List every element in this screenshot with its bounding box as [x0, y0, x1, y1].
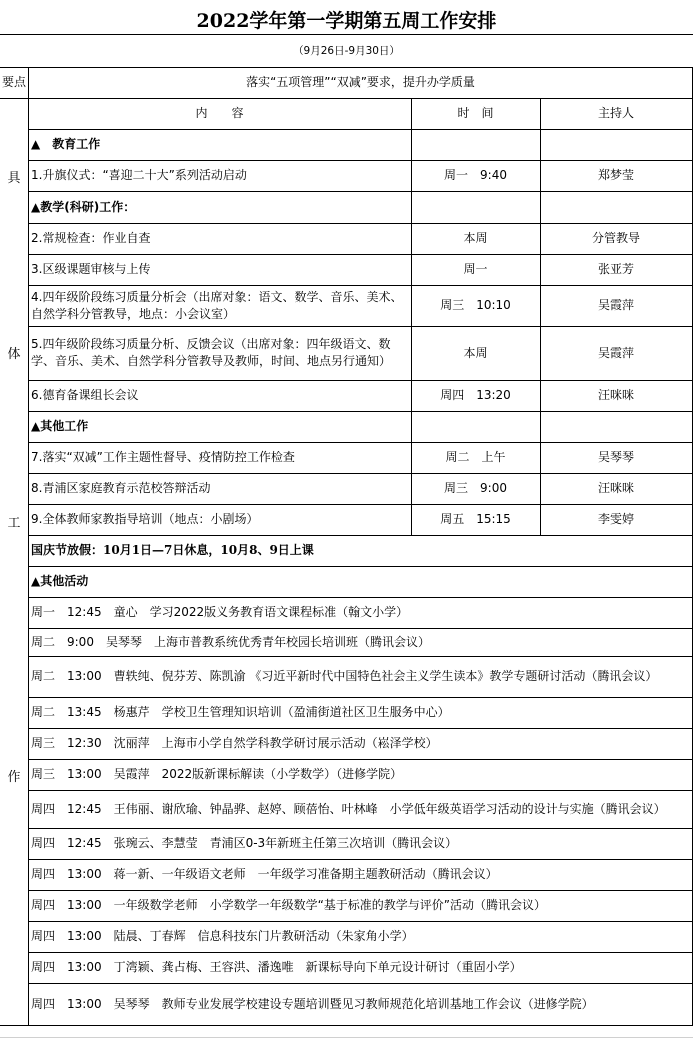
activity-item: 周四 13:00 丁湾颖、龚占梅、王容洪、潘逸唯 新课标导向下单元设计研讨（重固小学）: [31, 960, 522, 974]
holiday-notice: 国庆节放假：10月1日—7日休息，10月8、9日上课: [31, 543, 314, 557]
table-row-host: 李雯婷: [597, 512, 634, 526]
column-header-content: 内 容: [195, 106, 244, 120]
table-row-content: 9.全体教师家教指导培训（地点：小剧场）: [31, 512, 259, 526]
section-heading-teaching: ▲教学(科研)工作：: [31, 199, 136, 214]
activity-item: 周三 12:30 沈丽萍 上海市小学自然学科教学研讨展示活动（崧泽学校）: [31, 736, 438, 750]
section-heading-education: ▲ 教育工作: [31, 137, 101, 151]
table-row-time: 周四 13:20: [440, 388, 511, 402]
side-label-char: 作: [7, 770, 21, 785]
table-row-content: 8.青浦区家庭教育示范校答辩活动: [31, 481, 211, 495]
table-row-host: 吴琴琴: [597, 450, 634, 464]
table-row-host: 吴霞萍: [597, 345, 634, 360]
table-row-host: 汪咪咪: [597, 388, 634, 402]
table-row-content: 1.升旗仪式：“喜迎二十大”系列活动启动: [31, 168, 247, 182]
table-row-time: 周一: [463, 262, 488, 276]
table-row-host: 分管教导: [591, 231, 640, 245]
table-row-time: 周一 9:40: [444, 168, 507, 182]
column-header-time: 时 间: [457, 106, 494, 120]
table-row-content: 5.四年级阶段练习质量分析、反馈会议（出席对象：四年级语文、数学、音乐、美术、自然学科分管教导及教师，时间、地点另行通知）: [31, 337, 392, 368]
table-row-host: 汪咪咪: [597, 481, 634, 495]
table-row-time: 周二 上午: [445, 450, 506, 464]
table-row-content: 4.四年级阶段练习质量分析会（出席对象：语文、数学、音乐、美术、自然学科分管教导，地点：小会议室）: [31, 289, 403, 321]
rule: [0, 1025, 693, 1026]
activity-item: 周四 13:00 吴琴琴 教师专业发展学校建设专题培训暨见习教师规范化培训基地工作会议（进修学院）: [31, 996, 594, 1011]
table-row-time: 周三 10:10: [440, 298, 511, 312]
table-row-host: 郑梦莹: [597, 168, 634, 182]
table-row-time: 本周: [463, 231, 488, 245]
key-point-text: 落实“五项管理”“双减”要求，提升办学质量: [246, 75, 475, 89]
table-row-time: 周五 15:15: [440, 512, 511, 526]
activity-item: 周四 13:00 陆晨、丁春辉 信息科技东门片教研活动（朱家角小学）: [31, 929, 414, 943]
activity-item: 周四 13:00 一年级数学老师 小学数学一年级数学“基于标准的教学与评价”活动（腾讯会议）: [31, 898, 547, 912]
activity-item: 周四 13:00 蒋一新、一年级语文老师 一年级学习准备期主题教研活动（腾讯会议）: [31, 867, 498, 881]
page-title: 2022学年第一学期第五周工作安排: [196, 10, 497, 32]
activity-item: 周四 12:45 张琬云、李慧莹 青浦区0-3年新班主任第三次培训（腾讯会议）: [31, 836, 458, 850]
rule: [0, 34, 693, 35]
activity-item: 周一 12:45 童心 学习2022版义务教育语文课程标准（翰文小学）: [31, 605, 409, 619]
key-point-label: 要点: [1, 75, 26, 89]
activity-item: 周二 9:00 吴琴琴 上海市普教系统优秀青年校园长培训班（腾讯会议）: [31, 634, 430, 649]
side-label-char: 具: [7, 171, 21, 186]
side-label-char: 工: [7, 516, 21, 531]
activity-item: 周二 13:45 杨惠芹 学校卫生管理知识培训（盈浦街道社区卫生服务中心）: [31, 705, 450, 719]
table-row-host: 张亚芳: [597, 262, 634, 276]
table-row-content: 6.德育备课组长会议: [31, 388, 139, 402]
column-header-host: 主持人: [597, 106, 634, 120]
table-row-time: 本周: [463, 345, 488, 360]
section-heading-other-work: ▲其他工作: [31, 419, 89, 433]
activity-item: 周四 12:45 王伟丽、谢欣瑜、钟晶骅、赵婷、顾蓓怡、叶林峰 小学低年级英语学习活动的设计与实施（腾讯会议）: [31, 801, 666, 816]
table-row-content: 2.常规检查：作业自查: [31, 231, 151, 245]
grid-line: [0, 1037, 693, 1038]
table-row-content: 7.落实“双减”工作主题性督导、疫情防控工作检查: [31, 450, 295, 464]
side-label-char: 体: [7, 347, 21, 362]
table-row-time: 周三 9:00: [444, 481, 507, 495]
date-range: （9月26日-9月30日）: [293, 45, 400, 57]
section-heading-other-activities: ▲其他活动: [31, 574, 89, 588]
activity-item: 周二 13:00 曹轶纯、倪芬芳、陈凯渝 《习近平新时代中国特色社会主义学生读本》教学专题研讨活动（腾讯会议）: [31, 669, 658, 683]
table-row-content: 3.区级课题审核与上传: [31, 262, 151, 276]
table-row-host: 吴霞萍: [597, 298, 634, 312]
activity-item: 周三 13:00 吴霞萍 2022版新课标解读（小学数学）（进修学院）: [31, 767, 403, 781]
